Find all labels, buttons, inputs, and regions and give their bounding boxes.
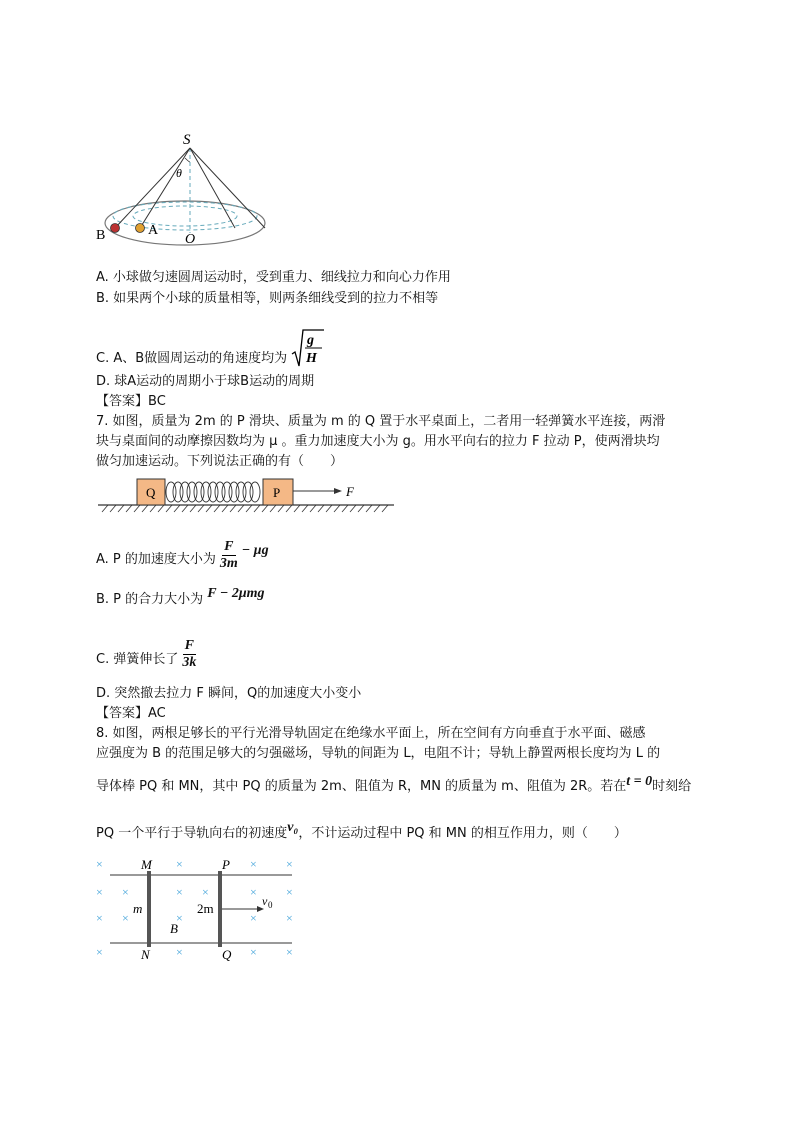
sqrt-num: g: [307, 333, 315, 348]
q8-stem-line2: 应强度为 B 的范围足够大的匀强磁场，导轨的间距为 L，电阻不计；导轨上静置两根长度均为 L 的: [96, 746, 661, 761]
spring-blocks-figure: [96, 476, 396, 516]
label-a: A: [148, 223, 159, 238]
force-arrow: [334, 488, 342, 494]
ball-a: [136, 224, 145, 233]
label-p-top: P: [222, 857, 230, 872]
q7-stem-line1: 7. 如图，质量为 2m 的 P 滑块、质量为 m 的 Q 置于水平桌面上，二者用一轻弹簧水平连接，两滑: [96, 414, 666, 429]
svg-text:×: ×: [202, 885, 209, 899]
label-v0-sub: 0: [268, 900, 273, 910]
label-n-bottom: N: [141, 947, 150, 962]
q7-answer: 【答案】AC: [96, 706, 166, 721]
q8-stem-line3: [96, 774, 692, 796]
q7-option-d: D. 突然撤去拉力 F 瞬间，Q的加速度大小变小: [96, 686, 362, 701]
svg-text:×: ×: [250, 885, 257, 899]
svg-text:×: ×: [176, 885, 183, 899]
q8-stem-line1: 8. 如图，两根足够长的平行光滑导轨固定在绝缘水平面上，所在空间有方向垂直于水平面、磁感: [96, 726, 646, 741]
frac-f-3m: [218, 539, 240, 572]
svg-text:×: ×: [250, 945, 257, 959]
frac-f-3k: [180, 638, 198, 671]
frac-num: F: [224, 539, 234, 554]
svg-text:×: ×: [286, 911, 293, 925]
label-o: O: [185, 232, 196, 247]
rod-mn: [147, 871, 151, 947]
label-theta: θ: [176, 166, 182, 180]
q7-option-b-math: F − 2μmg: [207, 586, 265, 601]
conical-pendulum-figure: [96, 128, 275, 248]
q7-option-a: [96, 528, 269, 572]
label-p: P: [273, 485, 281, 500]
rails-figure: [92, 855, 312, 963]
q6-answer: 【答案】BC: [96, 394, 166, 409]
label-b-field: B: [170, 921, 178, 936]
q7-option-a-text: A. P 的加速度大小为: [96, 552, 216, 567]
q6-option-b: B. 如果两个小球的质量相等，则两条细线受到的拉力不相等: [96, 291, 439, 306]
q7-option-c-text: C. 弹簧伸长了: [96, 652, 179, 667]
q8-line4-post: ，不计运动过程中 PQ 和 MN 的相互作用力，则（ ）: [298, 826, 627, 841]
label-b: B: [96, 228, 106, 243]
field-crosses: [96, 857, 293, 959]
svg-text:×: ×: [250, 857, 257, 871]
label-s: S: [183, 132, 191, 148]
svg-text:×: ×: [96, 857, 103, 871]
svg-text:×: ×: [122, 885, 129, 899]
q8-stem-line4: [96, 820, 627, 843]
q7-option-c: [96, 631, 200, 671]
svg-text:×: ×: [286, 945, 293, 959]
q7-stem-line2: 块与桌面间的动摩擦因数均为 μ 。重力加速度大小为 g。用水平向右的拉力 F 拉动 P，使两滑块均: [96, 434, 660, 449]
label-mass-2m: 2m: [197, 901, 214, 916]
spring: [166, 482, 260, 502]
q8-line3-math: t = 0: [626, 774, 653, 789]
q6-option-d: D. 球A运动的周期小于球B运动的周期: [96, 374, 315, 389]
svg-text:×: ×: [96, 885, 103, 899]
label-m-top: M: [141, 857, 152, 872]
q7-option-a-tail: − μg: [241, 543, 269, 558]
svg-text:×: ×: [250, 911, 257, 925]
svg-text:×: ×: [96, 945, 103, 959]
svg-text:×: ×: [286, 857, 293, 871]
svg-text:×: ×: [286, 885, 293, 899]
svg-text:×: ×: [176, 911, 183, 925]
q8-line3-post: 时刻给: [652, 779, 692, 794]
q8-line4-pre: PQ 一个平行于导轨向右的初速度: [96, 826, 288, 841]
svg-text:×: ×: [122, 911, 129, 925]
rod-pq: [218, 871, 222, 947]
label-q-bottom: Q: [222, 947, 232, 962]
label-q: Q: [146, 485, 156, 500]
q7-stem-line3: 做匀加速运动。下列说法正确的有（ ）: [96, 454, 344, 469]
q8-line3-pre: 导体棒 PQ 和 MN，其中 PQ 的质量为 2m、阻值为 R，MN 的质量为 m、阻值为 2R。若在: [96, 779, 627, 794]
svg-text:×: ×: [176, 945, 183, 959]
frac-num: F: [184, 638, 195, 653]
label-mass-m: m: [133, 901, 143, 916]
svg-text:×: ×: [96, 911, 103, 925]
q6-option-c-text: C. A、B做圆周运动的角速度均为: [96, 351, 288, 366]
q8-line4-math: v₀: [287, 820, 299, 835]
label-f: F: [346, 484, 354, 499]
q6-option-c: [96, 328, 325, 368]
frac-den: 3k: [182, 655, 197, 670]
frac-den: 3m: [219, 556, 238, 571]
q6-option-a: A. 小球做匀速圆周运动时，受到重力、细线拉力和向心力作用: [96, 270, 451, 285]
label-v0: v: [262, 894, 268, 908]
sqrt-den: H: [306, 351, 318, 366]
q7-option-b-text: B. P 的合力大小为: [96, 592, 204, 607]
ball-b: [111, 224, 120, 233]
sqrt-formula: [291, 328, 325, 368]
svg-text:×: ×: [176, 857, 183, 871]
q7-option-b: [96, 586, 265, 609]
